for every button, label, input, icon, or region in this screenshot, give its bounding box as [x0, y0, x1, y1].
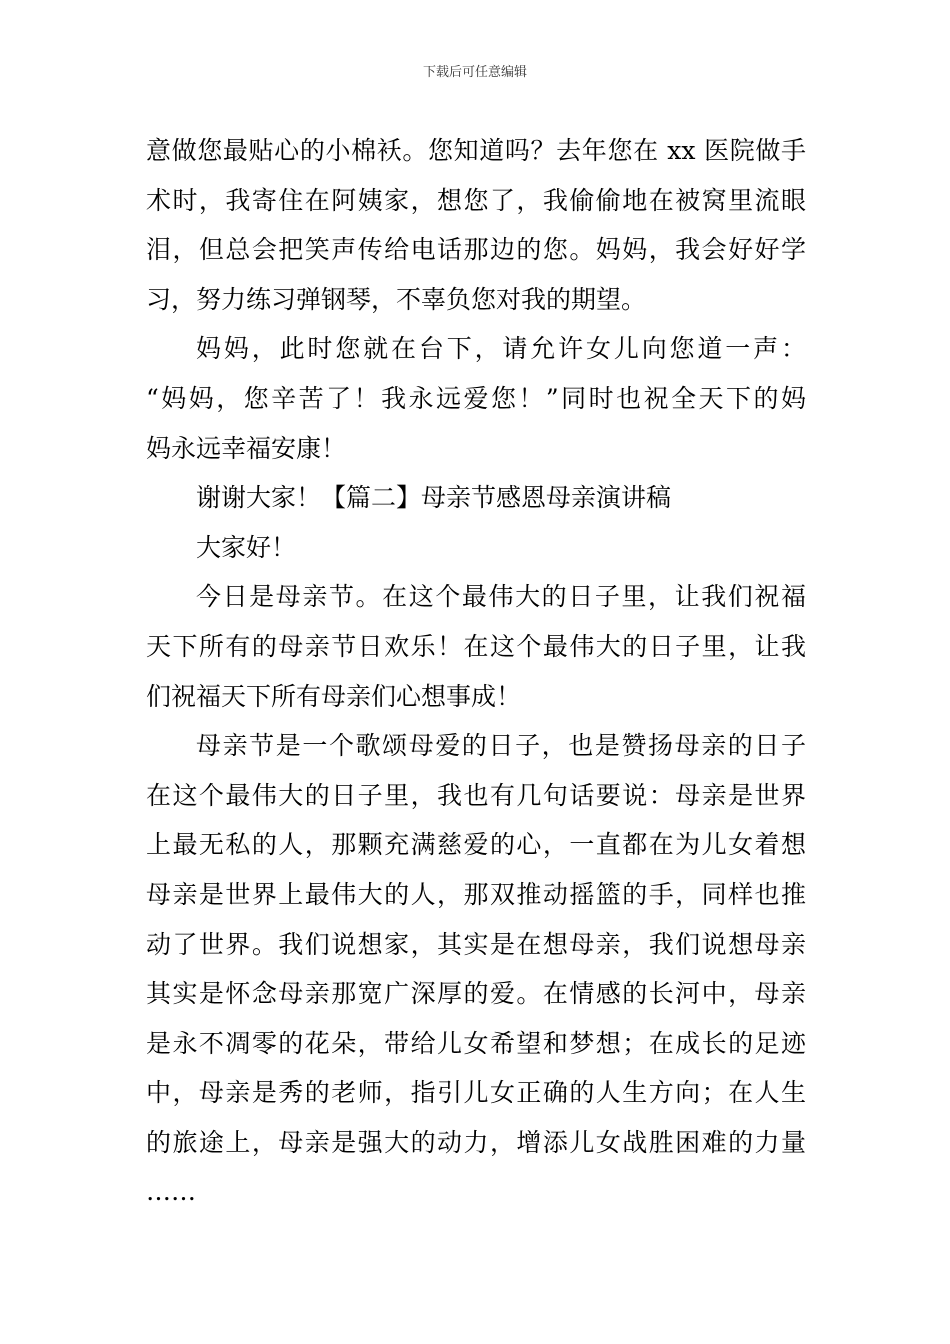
text-line: …… [146, 1177, 196, 1207]
text-line: 其实是怀念母亲那宽广深厚的爱。在情感的长河中，母亲 [146, 979, 806, 1009]
text-line: 母亲是世界上最伟大的人，那双推动摇篮的手，同样也推 [146, 879, 806, 909]
text-line: 大家好！ [196, 532, 297, 562]
text-line: 意做您最贴心的小棉袄。您知道吗？去年您在 xx 医院做手 [146, 136, 806, 165]
text-line: 上最无私的人，那颗充满慈爱的心，一直都在为儿女着想 [146, 830, 806, 860]
text-line: 习，努力练习弹钢琴，不辜负您对我的期望。 [146, 284, 647, 314]
text-line: 妈妈，此时您就在台下，请允许女儿向您道一声： [196, 334, 806, 364]
document-body [146, 126, 806, 1217]
text-line: 们祝福天下所有母亲们心想事成！ [146, 681, 522, 711]
text-line: “妈妈，您辛苦了！我永远爱您！”同时也祝全天下的妈 [146, 383, 806, 413]
text-line: 母亲节是一个歌颂母爱的日子，也是赞扬母亲的日子 [196, 731, 806, 761]
text-line: 天下所有的母亲节日欢乐！在这个最伟大的日子里，让我 [146, 631, 806, 661]
text-line: 今日是母亲节。在这个最伟大的日子里，让我们祝福 [196, 582, 806, 612]
text-line: 的旅途上，母亲是强大的动力，增添儿女战胜困难的力量 [146, 1127, 806, 1157]
page-header: 下载后可任意编辑 [422, 65, 527, 80]
text-line: 术时，我寄住在阿姨家，想您了，我偷偷地在被窝里流眼 [146, 185, 806, 215]
text-line: 妈永远幸福安康！ [146, 433, 347, 463]
text-line: 谢谢大家！【篇二】母亲节感恩母亲演讲稿 [196, 483, 672, 513]
text-line: 动了世界。我们说想家，其实是在想母亲，我们说想母亲 [146, 929, 806, 959]
text-line: 是永不凋零的花朵，带给儿女希望和梦想；在成长的足迹 [146, 1028, 806, 1058]
text-line: 在这个最伟大的日子里，我也有几句话要说：母亲是世界 [146, 780, 806, 810]
text-line: 中，母亲是秀的老师，指引儿女正确的人生方向；在人生 [146, 1078, 806, 1108]
text-line: 泪，但总会把笑声传给电话那边的您。妈妈，我会好好学 [146, 235, 806, 265]
